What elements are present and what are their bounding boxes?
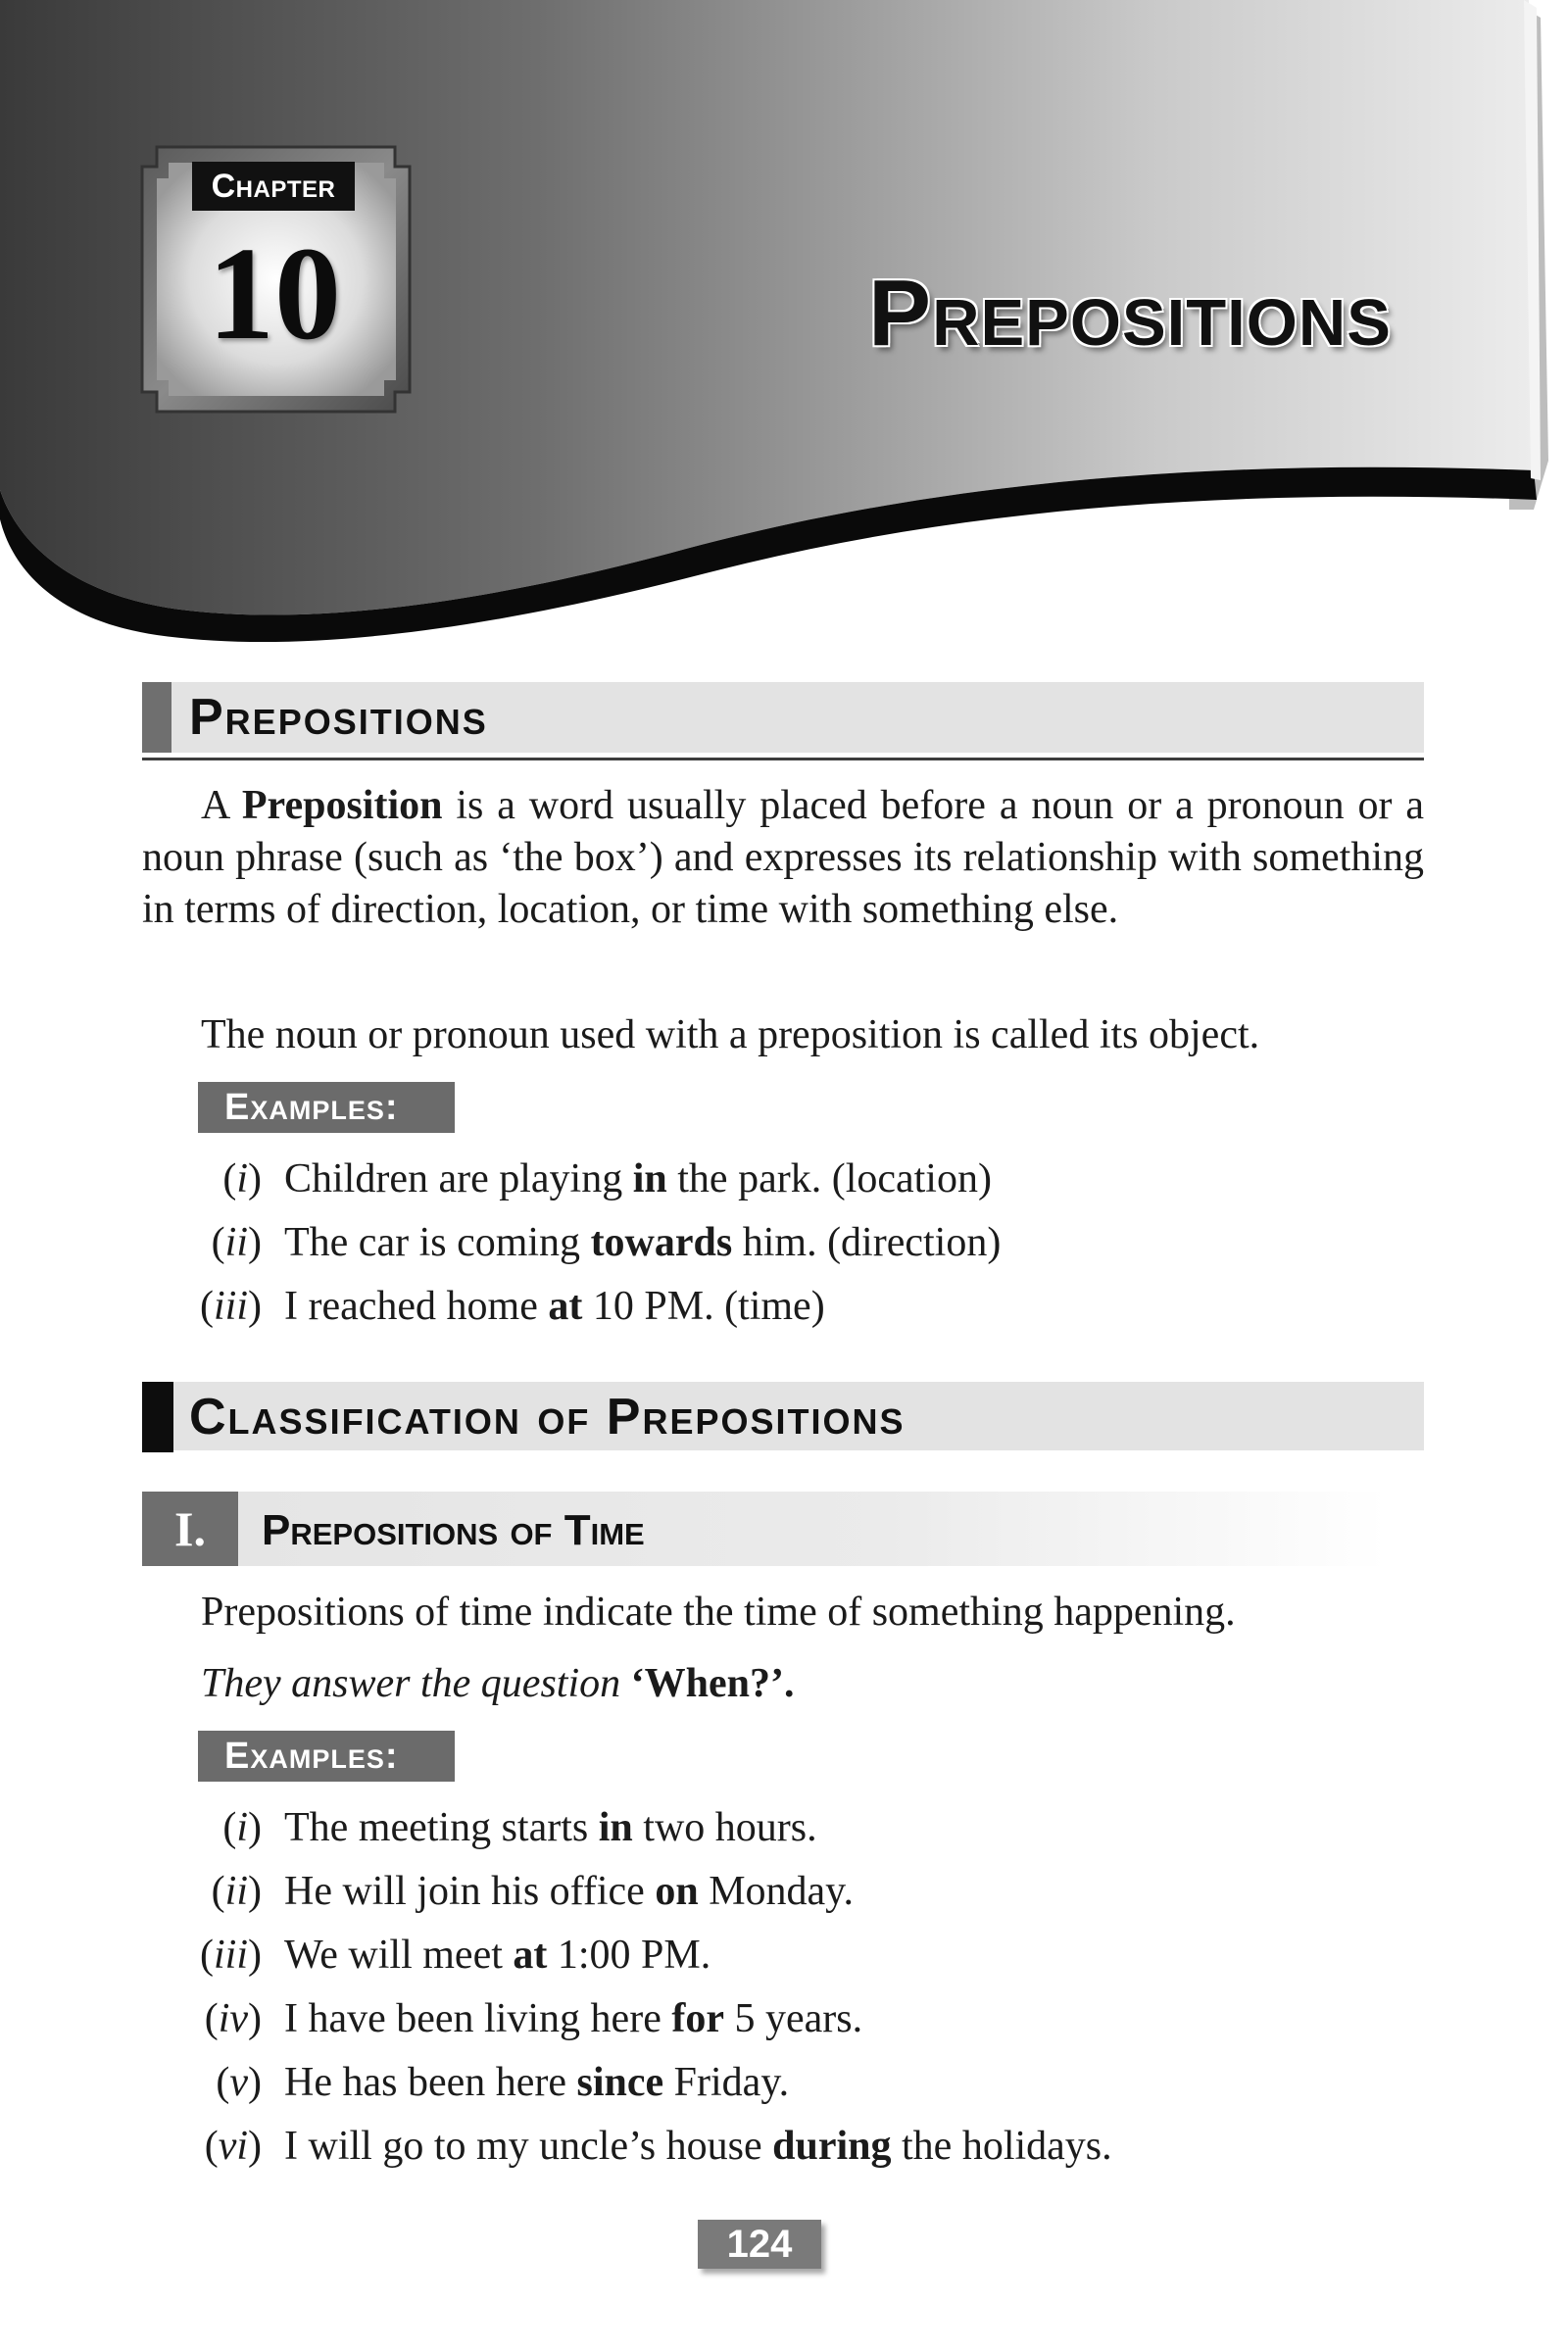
example-numeral: ( ii ) [186, 1860, 262, 1924]
example-text-pre: I have been living here [284, 1996, 672, 2041]
example-item [186, 1924, 1411, 1987]
example-text-pre: The meeting starts [284, 1805, 599, 1850]
example-text [284, 1211, 1001, 1275]
example-numeral: ( v ) [186, 2051, 262, 2115]
example-preposition: at [548, 1284, 583, 1329]
example-numeral: ( i ) [186, 1796, 262, 1860]
example-text [284, 1860, 854, 1924]
definition-body: is a word usually placed before a noun or a pronoun or a noun phrase (such as ‘the box’) and expresses its relationship with something in terms of direction, location, or time with something else. [142, 783, 1425, 932]
example-preposition: since [576, 2060, 664, 2105]
example-text-post: 1:00 PM. [547, 1933, 711, 1978]
example-numeral: ( iii ) [186, 1924, 262, 1987]
example-text-post: Friday. [663, 2060, 790, 2105]
example-text [284, 2051, 789, 2115]
subsection-number: I. [142, 1492, 238, 1566]
example-text [284, 2115, 1112, 2179]
time-examples-list [186, 1796, 1411, 2179]
examples-label: Examples: [198, 1731, 455, 1782]
examples-list [186, 1148, 1411, 1339]
definition-term: Preposition [241, 783, 443, 828]
section-title: Classification of Prepositions [189, 1389, 906, 1446]
chapter-title: Prepositions [868, 261, 1392, 366]
example-preposition: on [655, 1869, 699, 1914]
example-numeral: ( vi ) [186, 2115, 262, 2179]
example-text-pre: Children are playing [284, 1156, 633, 1201]
example-numeral: ( iii ) [186, 1275, 262, 1339]
definition-pre: A [201, 783, 242, 828]
example-text-pre: We will meet [284, 1933, 514, 1978]
section-title: Prepositions [189, 689, 488, 746]
subsection-title: Prepositions of Time [262, 1506, 645, 1554]
question-italic: They answer the question [201, 1661, 631, 1706]
subsection-heading-time [142, 1492, 1387, 1566]
example-text-post: the park. (location) [666, 1156, 992, 1201]
example-preposition: for [671, 1996, 724, 2041]
question-bold: ‘When?’. [630, 1661, 795, 1706]
definition-paragraph [142, 780, 1424, 936]
example-text-post: two hours. [632, 1805, 817, 1850]
example-text-pre: The car is coming [284, 1220, 591, 1265]
example-text [284, 1987, 862, 2051]
example-text-post: 5 years. [723, 1996, 863, 2041]
example-item [186, 2051, 1411, 2115]
chapter-banner [0, 0, 1568, 647]
chapter-number: 10 [208, 220, 341, 368]
example-text [284, 1148, 992, 1211]
example-text [284, 1275, 825, 1339]
section-heading-prepositions [142, 682, 1424, 753]
example-item [186, 1275, 1411, 1339]
example-item [186, 1211, 1411, 1275]
example-preposition: in [632, 1156, 667, 1201]
chapter-label: Chapter [192, 162, 355, 211]
example-text-pre: I will go to my uncle’s house [284, 2124, 773, 2169]
time-description: Prepositions of time indicate the time of something happening. [201, 1590, 1236, 1635]
example-preposition: at [513, 1933, 548, 1978]
section-heading-classification [142, 1382, 1424, 1450]
example-item [186, 2115, 1411, 2179]
examples-label: Examples: [198, 1082, 455, 1133]
time-question [201, 1658, 794, 1710]
example-preposition: towards [590, 1220, 733, 1265]
example-preposition: in [598, 1805, 633, 1850]
example-text [284, 1796, 817, 1860]
example-text-post: him. (direction) [732, 1220, 1002, 1265]
example-numeral: ( iv ) [186, 1987, 262, 2051]
example-text-post: 10 PM. (time) [582, 1284, 825, 1329]
example-text-post: the holidays. [891, 2124, 1112, 2169]
page-number: 124 [698, 2220, 821, 2269]
example-numeral: ( i ) [186, 1148, 262, 1211]
example-text-pre: He has been here [284, 2060, 577, 2105]
example-text-pre: He will join his office [284, 1869, 656, 1914]
object-paragraph: The noun or pronoun used with a preposition is called its object. [201, 1012, 1260, 1057]
example-item [186, 1860, 1411, 1924]
example-item [186, 1796, 1411, 1860]
example-item [186, 1987, 1411, 2051]
example-text [284, 1924, 710, 1987]
example-preposition: during [772, 2124, 892, 2169]
heading-bar [142, 682, 172, 753]
example-text-pre: I reached home [284, 1284, 549, 1329]
example-item [186, 1148, 1411, 1211]
example-numeral: ( ii ) [186, 1211, 262, 1275]
heading-bar [142, 1382, 173, 1452]
example-text-post: Monday. [698, 1869, 854, 1914]
heading-rule [142, 758, 1424, 760]
